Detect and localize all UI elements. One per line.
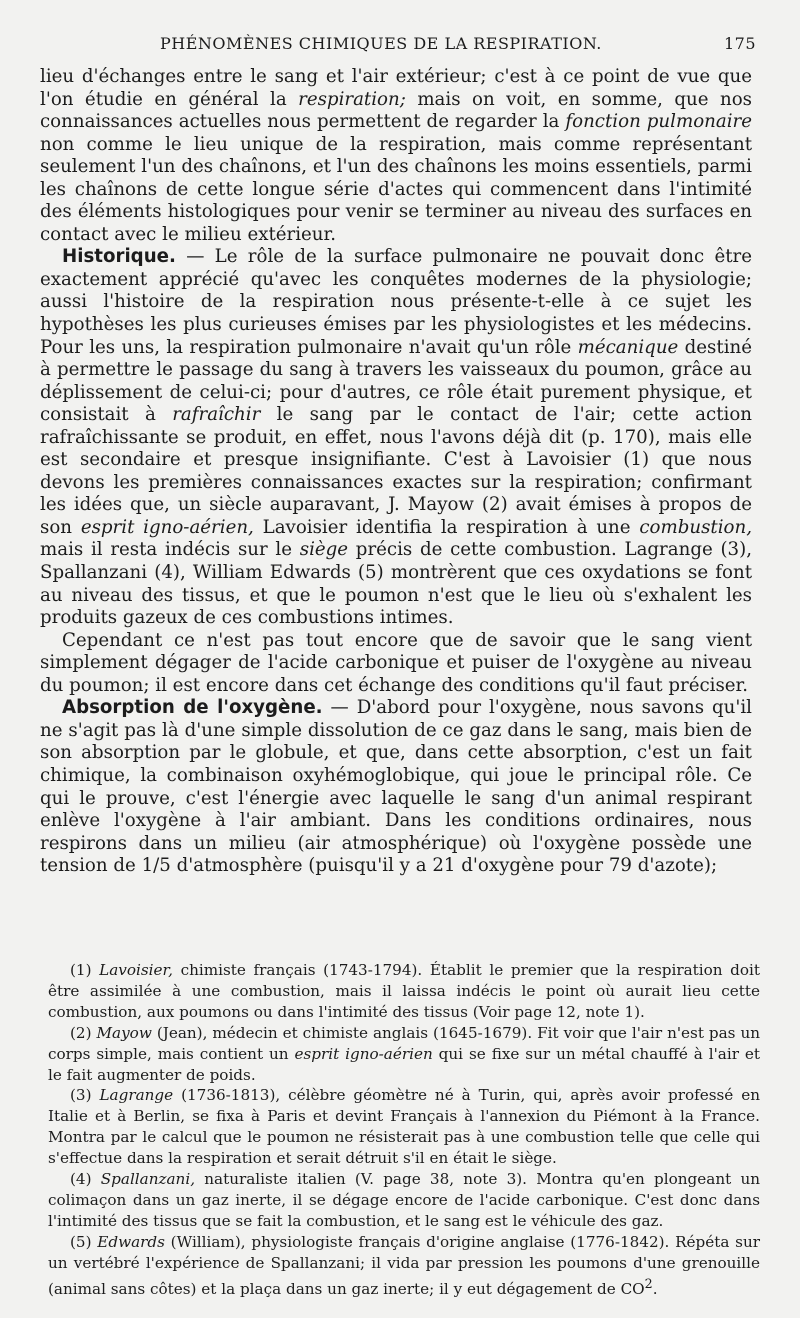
footnote-mark: (3) xyxy=(70,1086,100,1105)
italic-term: respiration; xyxy=(298,88,406,110)
text-run: mais il resta indécis sur le xyxy=(40,539,300,561)
page-number: 175 xyxy=(723,34,756,53)
text-run: chimiste français (1743-1794). Établit le premier que la respiration doit être assimilée à une combustion, mais il laissa indécis le point où aurait lieu cette combustion, aux poumons ou dans l'intimité des tissus (Voir page 12, note 1). xyxy=(48,961,760,1021)
text-run: lieu d'échanges entre le sang et l'air extérieur; c'est à ce point de vue que l'on étudie en général la xyxy=(40,66,752,110)
text-run: — D'abord pour l'oxygène, nous savons qu'il ne s'agit pas là d'une simple dissolution de ce gaz dans le sang, mais bien de son absorption par le globule, et que, dans cette absorption, c'est un fait chimique, la combinaison oxyhémoglobique, qui joue le principal rôle. Ce qui le prouve, c'est l'énergie avec laquelle le sang d'un animal respirant enlève l'oxygène à l'air ambiant. Dans les conditions ordinaires, nous respirons dans un milieu (air atmosphérique) où l'oxygène possède une tension de 1/5 d'atmosphère (puisqu'il y a 21 d'oxygène pour 79 d'azote); xyxy=(40,697,752,877)
footnote-mark: (2) xyxy=(70,1023,97,1042)
text-run: non comme le lieu unique de la respiration, mais comme représentant seulement l'un des chaînons, et l'un des chaînons les moins essentiels, parmi les chaînons de cette longue série d'actes qui commencent dans l'intimité des éléments histologiques pour venir se terminer au niveau des surfaces en contact avec le milieu extérieur. xyxy=(40,133,752,245)
italic-term: siège xyxy=(299,539,349,561)
paragraph xyxy=(40,66,752,246)
italic-term: combustion, xyxy=(639,516,752,538)
paragraph: Cependant ce n'est pas tout encore que de savoir que le sang vient simplement dégager de l'acide carbonique et puiser de l'oxygène au niveau du poumon; il est encore dans cet échange des conditions qu'il faut préciser. xyxy=(40,629,752,696)
footnote xyxy=(48,960,760,1023)
text-run: qui se fixe sur un métal chauffé à l'air et le fait augmenter de poids. xyxy=(48,1044,760,1084)
footnote-mark: (1) xyxy=(70,961,100,979)
text-run: le sang par le contact de l'air; cette action rafraîchissante se produit, en effet, nous l'avons déjà dit (p. 170), mais elle est secondaire et presque insignifiante. C'est à Lavoisier (1) que nous devons les premières connaissances exactes sur la respiration; confirmant les idées que, un siècle auparavant, J. Mayow (2) avait émises à propos de son xyxy=(40,404,752,538)
text-run: naturaliste italien (V. page 38, note 3). Montra qu'en plongeant un colimaçon dans un gaz inerte, il se dégage encore de l'acide carbonique. C'est donc dans l'intimité des tissus que se fait la combustion, et le sang est le véhicule des gaz. xyxy=(48,1170,761,1230)
section-heading-absorption: Absorption de l'oxygène. xyxy=(62,697,323,719)
footnote-name: Spallanzani, xyxy=(100,1170,196,1189)
italic-term: esprit igno-aérien, xyxy=(80,516,254,538)
text-run: (Jean), médecin et chimiste anglais (1645-1679). Fit voir que l'air n'est pas un corps simple, mais contient un xyxy=(48,1023,761,1063)
text-run: — Le rôle de la surface pulmonaire ne pouvait donc être exactement apprécié qu'avec les conquêtes modernes de la physiologie; aussi l'histoire de la respiration nous présente-t-elle à ce sujet les hypothèses les plus curieuses émises par les physiologistes et les médecins. Pour les uns, la respiration pulmonaire n'avait qu'un rôle xyxy=(40,246,752,358)
italic-term: fonction pulmonaire xyxy=(565,111,752,133)
superscript: 2 xyxy=(644,1275,653,1291)
text-run: Lavoisier identifia la respiration à une xyxy=(253,516,640,538)
text-run: . xyxy=(652,1279,658,1298)
footnote xyxy=(48,1085,760,1169)
footnote-name: Mayow xyxy=(96,1023,152,1042)
footnote-name: Lagrange xyxy=(99,1086,174,1105)
text-run: précis de cette combustion. Lagrange (3), Spallanzani (4), William Edwards (5) montrèrent que ces oxydations se font au niveau des tissus, et que le poumon n'est que le lieu où s'exhalent les produits gazeux de ces combustions intimes. xyxy=(40,539,752,629)
section-heading-historique: Historique. xyxy=(62,246,176,268)
footnote-name: Lavoisier, xyxy=(99,961,173,979)
text-run: destiné à permettre le passage du sang à travers les vaisseaux du poumon, grâce au déplissement de celui-ci; pour d'autres, ce rôle était purement physique, et consistait à xyxy=(40,336,752,426)
footnote xyxy=(48,1232,760,1300)
italic-term: mécanique xyxy=(577,336,679,358)
footnotes xyxy=(48,960,760,1300)
text-run: (William), physiologiste français d'origine anglaise (1776-1842). Répéta sur un vertébré l'expérience de Spallanzani; il vida par pression les poumons d'une grenouille (animal sans côtes) et la plaça dans un gaz inerte; il y eut dégagement de CO xyxy=(48,1232,761,1298)
footnote-mark: (4) xyxy=(70,1170,101,1189)
footnote xyxy=(48,1023,760,1086)
paragraph xyxy=(40,697,752,877)
italic-term: rafraîchir xyxy=(172,404,261,426)
running-header xyxy=(38,34,756,58)
text-run: (1736-1813), célèbre géomètre né à Turin, qui, après avoir professé en Italie et à Berlin, se fixa à Paris et devint Français à l'annexion du Piémont à la France. Montra par le calcul que le poumon ne résisterait pas à une combustion telle que celle qui s'effectue dans la respiration et serait détruit s'il en était le siège. xyxy=(48,1086,760,1168)
footnote-name: Edwards xyxy=(97,1232,165,1251)
text-run: mais on voit, en somme, que nos connaissances actuelles nous permettent de regarder la xyxy=(40,88,752,133)
paragraph xyxy=(40,246,752,629)
footnote-mark: (5) xyxy=(70,1232,98,1251)
footnote xyxy=(48,1169,760,1232)
italic-term: esprit igno-aérien xyxy=(294,1044,433,1063)
main-text xyxy=(40,66,752,878)
running-title: PHÉNOMÈNES CHIMIQUES DE LA RESPIRATION. xyxy=(160,34,602,53)
